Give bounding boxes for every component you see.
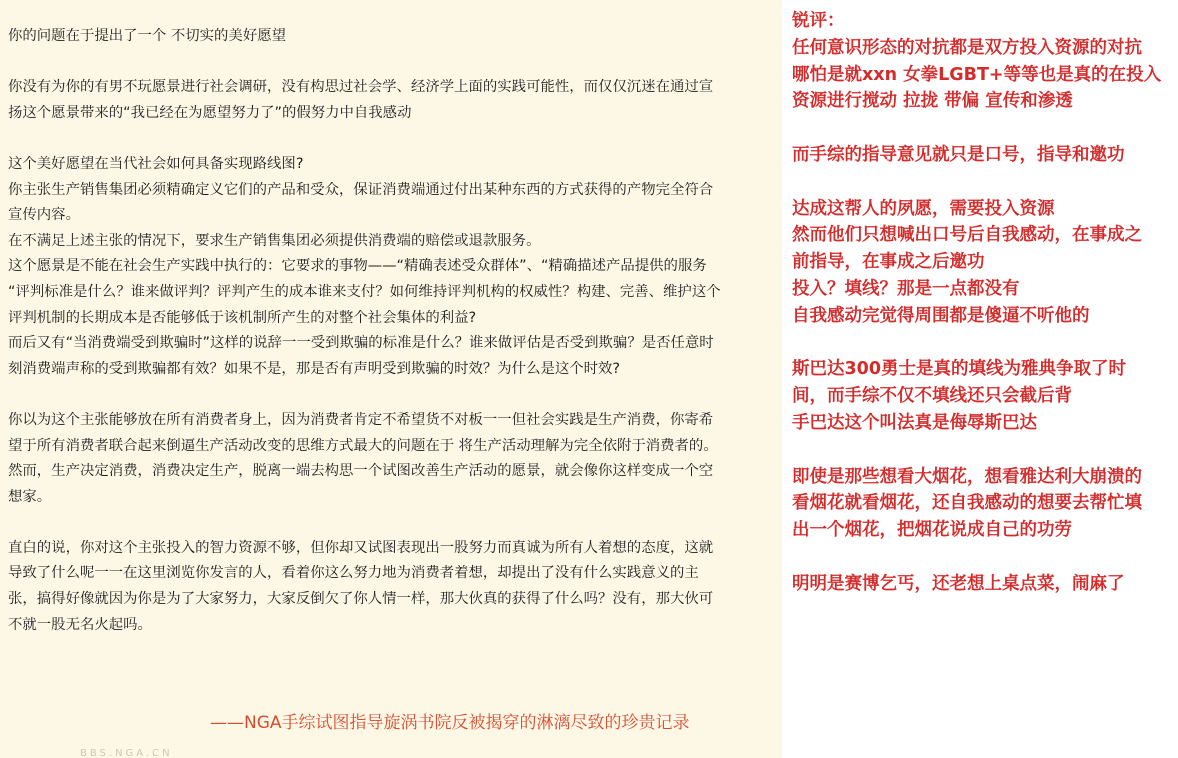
post-line: 然而，生产决定消费，消费决定生产，脱离一端去构思一个试图改善生产活动的愿景，就会像你这样变成一个空 (8, 463, 714, 480)
post-line: 刻消费端声称的受到欺骗都有效？如果不是，那是否有声明受到欺骗的时效？为什么是这个时效? (8, 360, 621, 377)
post-line: 而后又有“当消费端受到欺骗时”这样的说辞一一受到欺骗的标准是什么？谁来做评估是否受到欺骗？是否任意时 (8, 335, 714, 352)
post-paragraph (8, 408, 778, 510)
commentary-line: 间，而手综不仅不填线还只会截后背 (792, 386, 1072, 407)
post-line: 这个愿景是不能在社会生产实践中执行的：它要求的事物——“精确表述受众群体”、“精确描述产品提供的服务 (8, 258, 707, 275)
post-line: 这个美好愿望在当代社会如何具备实现路线图? (8, 155, 304, 172)
post-line: 不就一股无名火起吗。 (8, 616, 152, 633)
post-line: 望于所有消费者联合起来倒逼生产活动改变的思维方式最大的问题在于 将生产活动理解为完全依附于消费者的。 (8, 437, 718, 454)
commentary-line: 出一个烟花，把烟花说成自己的功劳 (792, 520, 1072, 541)
post-line: 在不满足上述主张的情况下，要求生产销售集团必须提供消费端的赔偿或退款服务。 (8, 232, 541, 249)
commentary-line: 然而他们只想喊出口号后自我感动，在事成之 (792, 225, 1142, 246)
commentary-line: 投入？填线？那是一点都没有 (792, 278, 1020, 299)
commentary-body (792, 8, 1178, 598)
commentary-line: 前指导，在事成之后邀功 (792, 252, 985, 273)
post-line: 你没有为你的有男不玩愿景进行社会调研，没有构思过社会学、经济学上面的实践可能性，而仅仅沉迷在通过宣 (8, 79, 714, 96)
post-paragraph (8, 24, 778, 50)
post-line: “评判标准是什么？谁来做评判？评判产生的成本谁来支付？如何维持评判机构的权威性？构建、完善、维护这个 (8, 283, 721, 300)
commentary-line: 自我感动完觉得周围都是傻逼不听他的 (792, 305, 1090, 326)
post-line: 评判机制的长期成本是否能够低于该机制所产生的对整个社会集体的利益? (8, 309, 477, 326)
commentary-line: 锐评： (792, 11, 845, 31)
commentary-line: 即使是那些想看大烟花，想看雅达利大崩溃的 (792, 466, 1142, 487)
commentary-line: 斯巴达300勇士是真的填线为雅典争取了时 (792, 359, 1127, 380)
post-line: 宣传内容。 (8, 207, 80, 224)
commentary-panel (782, 0, 1178, 758)
commentary-line: 而手综的指导意见就只是口号，指导和邀功 (792, 144, 1125, 165)
commentary-line: 资源进行搅动 拉拢 带偏 宣传和渗透 (792, 91, 1073, 112)
source-caption: ——NGA手综试图指导旋涡书院反被揭穿的淋漓尽致的珍贵记录 (210, 713, 690, 733)
commentary-line: 看烟花就看烟花，还自我感动的想要去帮忙填 (792, 493, 1142, 514)
post-line: 你的问题在于提出了一个 不切实的美好愿望 (8, 28, 286, 44)
post-line: 扬这个愿景带来的“我已经在为愿望努力了”的假努力中自我感动 (8, 104, 412, 121)
post-paragraph (8, 75, 778, 126)
post-line: 导致了什么呢一一在这里浏览你发言的人，看着你这么努力地为消费者着想，却提出了没有什么实践意义的主 (8, 565, 699, 582)
line-gap (792, 330, 1178, 357)
post-line: 直白的说，你对这个主张投入的智力资源不够，但你却又试图表现出一股努力而真诚为所有人着想的态度，这就 (8, 539, 714, 556)
commentary-line: 明明是赛博乞丐，还老想上桌点菜，闹麻了 (792, 573, 1125, 594)
post-line: 你以为这个主张能够放在所有消费者身上，因为消费者肯定不希望货不对板一一但社会实践是生产消费，你寄希 (8, 411, 714, 428)
post-paragraph (8, 536, 778, 638)
post-line: 想家。 (8, 488, 52, 505)
line-gap (792, 437, 1178, 464)
site-watermark: BBS.NGA.CN (80, 748, 173, 758)
line-gap (792, 544, 1178, 571)
post-body (8, 24, 778, 664)
line-gap (792, 169, 1178, 196)
post-line: 张，搞得好像就因为你是为了大家努力，大家反倒欠了你人情一样，那大伙真的获得了什么吗？没有，那大伙可 (8, 591, 714, 608)
commentary-line: 任何意识形态的对抗都是双方投入资源的对抗 (792, 37, 1142, 58)
post-paragraph (8, 152, 778, 382)
post-line: 你主张生产销售集团必须精确定义它们的产品和受众，保证消费端通过付出某种东西的方式获得的产物完全符合 (8, 181, 714, 198)
line-gap (792, 115, 1178, 142)
commentary-line: 手巴达这个叫法真是侮辱斯巴达 (792, 412, 1037, 433)
commentary-line: 哪怕是就xxn 女拳LGBT+等等也是真的在投入 (792, 64, 1162, 85)
commentary-line: 达成这帮人的夙愿，需要投入资源 (792, 198, 1055, 219)
